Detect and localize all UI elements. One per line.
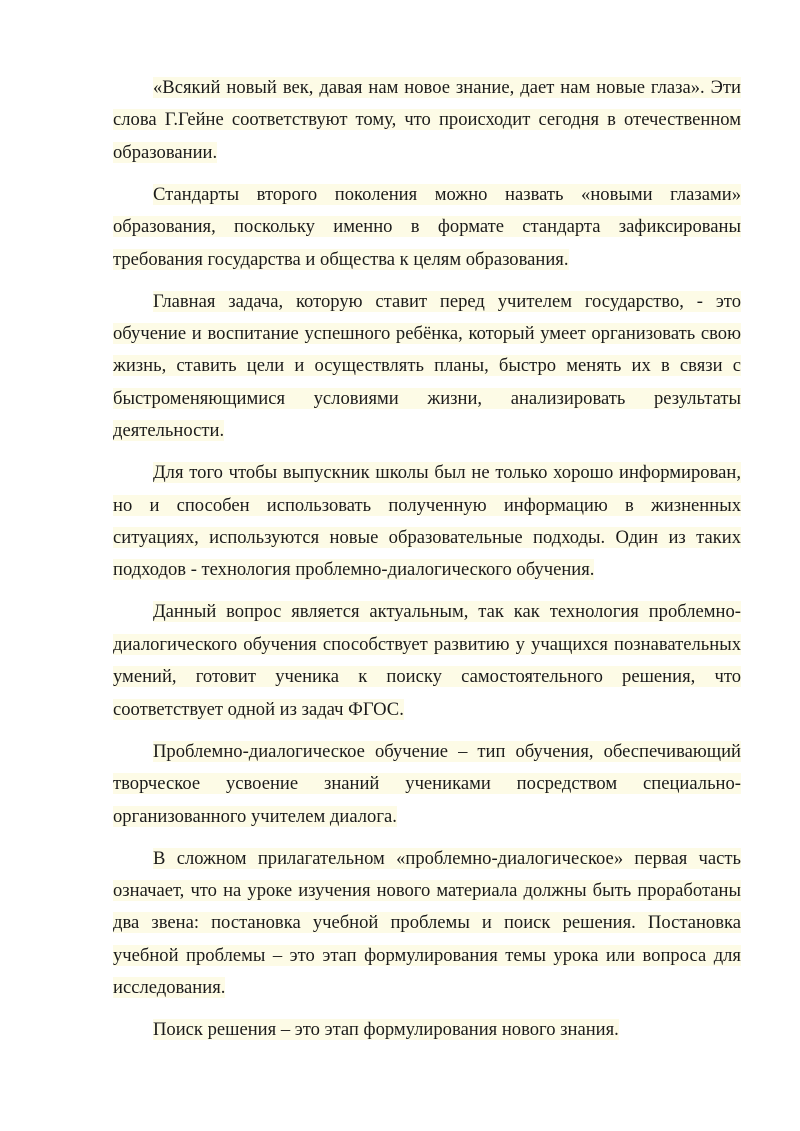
paragraph-text: Для того чтобы выпускник школы был не только хорошо информирован, но и способен использовать полученную информацию в жизненных ситуациях, используются новые образовательные подходы. Один из таких подходов - технология проблемно-диалогического обучения. (113, 462, 741, 581)
paragraph-main-task (113, 286, 741, 448)
paragraph-text: Главная задача, которую ставит перед учителем государство, - это обучение и воспитание успешного ребёнка, который умеет организовать свою жизнь, ставить цели и осуществлять планы, быстро менять их в связи с быстроменяющимися условиями жизни, анализировать результаты деятельности. (113, 290, 741, 442)
paragraph-definition (113, 736, 741, 833)
paragraph-text: Поиск решения – это этап формулирования нового знания. (153, 1019, 619, 1041)
paragraph-text: «Всякий новый век, давая нам новое знание, дает нам новые глаза». Эти слова Г.Гейне соответствуют тому, что происходит сегодня в отечественном образовании. (113, 77, 741, 163)
paragraph-second-generation-standards (113, 179, 741, 276)
paragraph-text: Данный вопрос является актуальным, так как технология проблемно-диалогического обучения способствует развитию у учащихся познавательных умений, готовит ученика к поиску самостоятельного решения, что соответствует одной из задач ФГОС. (113, 601, 741, 720)
paragraph-relevance (113, 596, 741, 726)
paragraph-two-stages (113, 843, 741, 1005)
document-body (113, 72, 741, 1056)
paragraph-text: В сложном прилагательном «проблемно-диалогическое» первая часть означает, что на уроке изучения нового материала должны быть проработаны два звена: постановка учебной проблемы и поиск решения. Постановка учебной проблемы – это этап формулирования темы урока или вопроса для исследования. (113, 847, 741, 999)
paragraph-solution-search (113, 1014, 741, 1046)
paragraph-text: Стандарты второго поколения можно назвать «новыми глазами» образования, поскольку именно в формате стандарта зафиксированы требования государства и общества к целям образования. (113, 183, 741, 270)
paragraph-text: Проблемно-диалогическое обучение – тип обучения, обеспечивающий творческое усвоение знаний учениками посредством специально-организованного учителем диалога. (113, 740, 741, 827)
paragraph-educational-approaches (113, 457, 741, 587)
paragraph-heine-quote (113, 72, 741, 169)
